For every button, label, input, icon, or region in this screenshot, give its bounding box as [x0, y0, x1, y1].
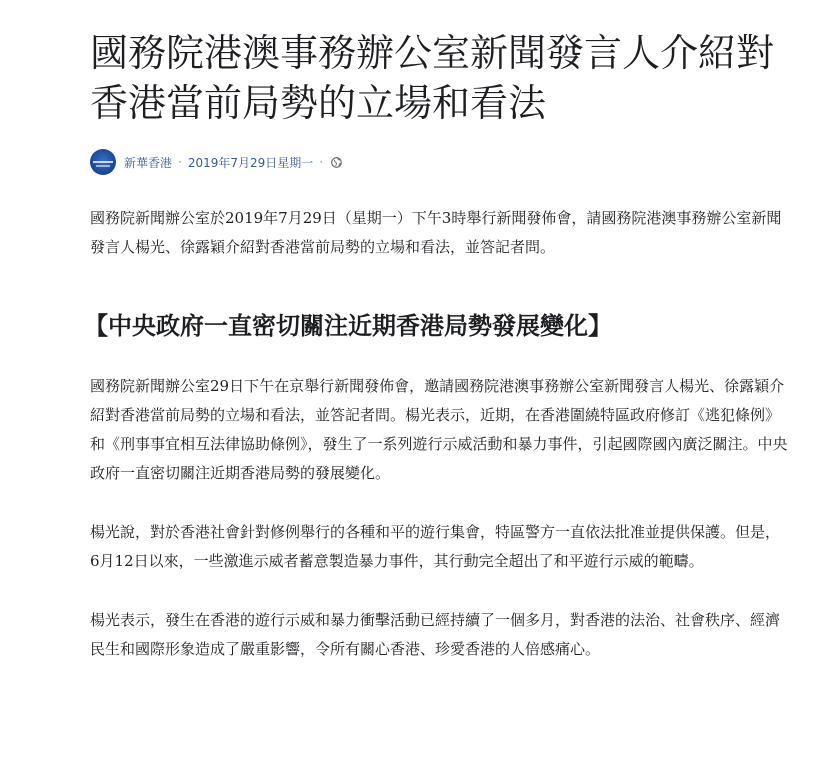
meta-separator: ·	[178, 155, 182, 169]
article-meta	[90, 148, 788, 176]
publish-date[interactable]: 2019年7月29日星期一	[187, 155, 314, 170]
meta-separator: ·	[319, 155, 324, 169]
body-paragraph: 國務院新聞辦公室29日下午在京舉行新聞發佈會，邀請國務院港澳事務辦公室新聞發言人楊光、徐露穎介紹對香港當前局勢的立場和看法，並答記者問。楊光表示，近期，在香港圍繞特區政府修訂《逃犯條例》和《刑事事宜相互法律協助條例》，發生了一系列遊行示威活動和暴力事件，引起國際國內廣泛關注。中央政府一直密切關注近期香港局勢的發展變化。	[90, 377, 788, 482]
author-name[interactable]: 新華香港	[124, 155, 173, 170]
globe-icon	[331, 157, 342, 168]
article-title: 國務院港澳事務辦公室新聞發言人介紹對香港當前局勢的立場和看法	[90, 31, 775, 125]
body-paragraph: 楊光表示，發生在香港的遊行示威和暴力衝擊活動已經持續了一個多月，對香港的法治、社會秩序、經濟民生和國際形象造成了嚴重影響，令所有關心香港、珍愛香港的人倍感痛心。	[90, 611, 781, 658]
body-paragraph: 楊光說，對於香港社會針對修例舉行的各種和平的遊行集會，特區警方一直依法批准並提供保護。但是，6月12日以來，一些激進示威者蓄意製造暴力事件，其行動完全超出了和平遊行示威的範疇。	[90, 523, 781, 570]
author-avatar[interactable]	[90, 149, 116, 175]
section-heading: 【中央政府一直密切關注近期香港局勢發展變化】	[84, 312, 612, 340]
intro-paragraph: 國務院新聞辦公室於2019年7月29日（星期一）下午3時舉行新聞發佈會，請國務院港澳事務辦公室新聞發言人楊光、徐露穎介紹對香港當前局勢的立場和看法，並答記者問。	[90, 209, 782, 256]
